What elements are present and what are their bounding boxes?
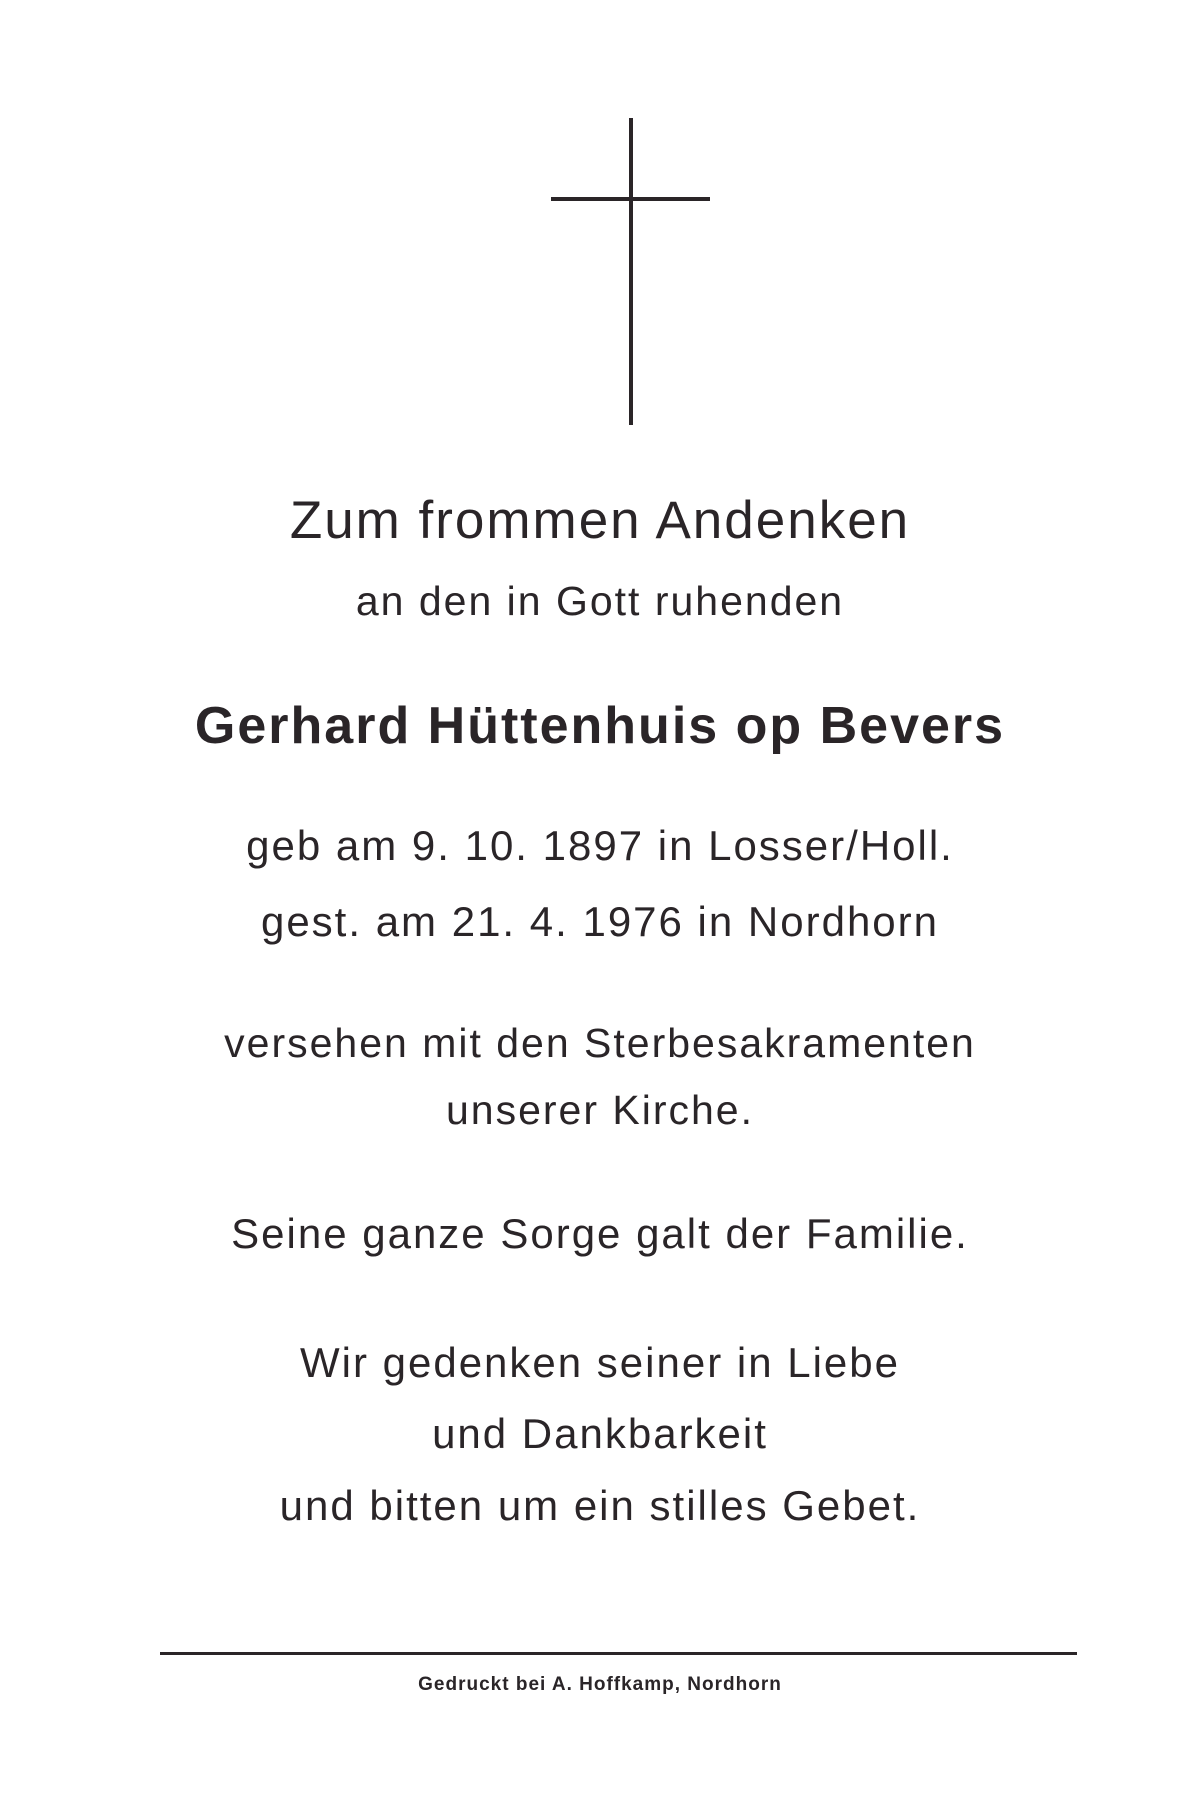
- closing-line-3: und bitten um ein stilles Gebet.: [279, 1482, 921, 1529]
- birth-line: geb am 9. 10. 1897 in Losser/Holl.: [246, 822, 954, 869]
- footer-divider: [160, 1652, 1077, 1655]
- memorial-heading: Zum frommen Andenken: [289, 491, 911, 550]
- closing-line-1: Wir gedenken seiner in Liebe: [300, 1339, 900, 1386]
- death-line: gest. am 21. 4. 1976 in Nordhorn: [260, 898, 940, 945]
- sacraments-line-1: versehen mit den Sterbesakramenten: [224, 1020, 976, 1066]
- memorial-subheading: an den in Gott ruhenden: [355, 578, 845, 624]
- family-line: Seine ganze Sorge galt der Familie.: [231, 1210, 969, 1257]
- closing-line-2: und Dankbarkeit: [432, 1410, 768, 1457]
- latin-cross-icon: [0, 0, 1200, 440]
- sacraments-line-2: unserer Kirche.: [445, 1087, 754, 1133]
- deceased-name: Gerhard Hüttenhuis op Bevers: [194, 697, 1006, 755]
- printer-credit: Gedruckt bei A. Hoffkamp, Nordhorn: [418, 1674, 782, 1695]
